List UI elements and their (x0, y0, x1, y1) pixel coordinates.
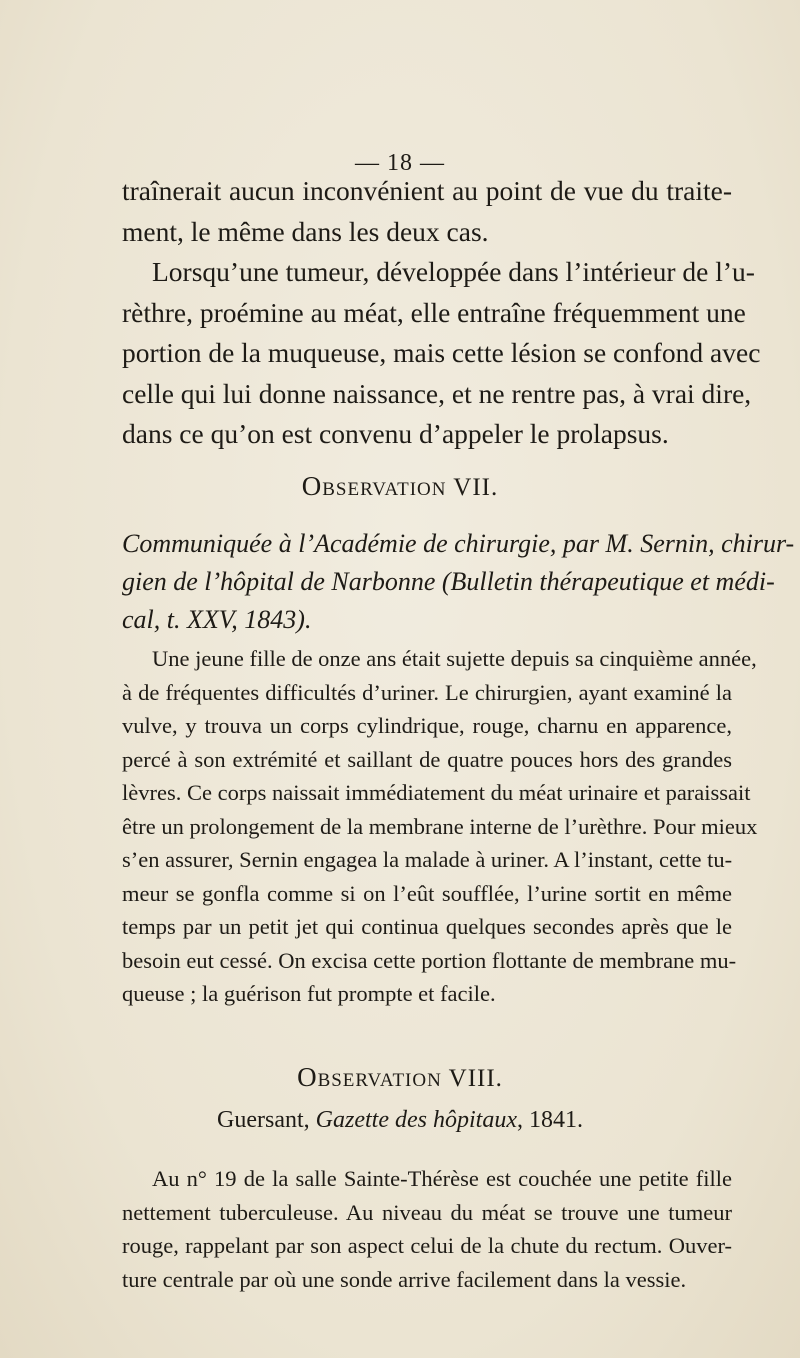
source-year: , 1841. (516, 1107, 583, 1133)
source-line: cal, t. XXV, 1843). (122, 605, 312, 634)
text-line: nettement tuberculeuse. Au niveau du méat se trouve une tumeur (122, 1199, 732, 1225)
text-line: ment, le même dans les deux cas. (122, 215, 489, 247)
text-line: traînerait aucun inconvénient au point de vue du traite- (122, 175, 732, 206)
text-line: rèthre, proémine au méat, elle entraîne fréquemment une (122, 296, 746, 328)
text-line: rouge, rappelant par son aspect celui de la chute du rectum. Ouver- (122, 1233, 732, 1258)
text-line: celle qui lui donne naissance, et ne rentre pas, à vrai dire, (122, 377, 752, 409)
observation-viii-heading: OBSERVATION VIII. (297, 1062, 503, 1092)
observation-viii-body (122, 1162, 732, 1296)
observation-vii-source (122, 525, 795, 639)
source-line: gien de l’hôpital de Narbonne (Bulletin thérapeutique et médi- (122, 567, 775, 596)
text-line: être un prolongement de la membrane interne de l’urèthre. Pour mieux (122, 813, 758, 839)
intro-text (122, 171, 761, 455)
text-line: temps par un petit jet qui continua quelques secondes après que le (122, 914, 732, 939)
source-author: Guersant, (217, 1107, 316, 1133)
text-line: s’en assurer, Sernin engagea la malade à uriner. A l’instant, cette tu- (122, 847, 733, 872)
text-line: Lorsqu’une tumeur, développée dans l’intérieur de l’u- (152, 256, 755, 287)
text-line: ture centrale par où une sonde arrive facilement dans la vessie. (122, 1266, 687, 1292)
observation-viii-source (0, 1107, 800, 1134)
text-line: lèvres. Ce corps naissait immédiatement du méat urinaire et paraissait (122, 780, 751, 805)
text-line: percé à son extrémité et saillant de quatre pouces hors des grandes (122, 746, 732, 772)
text-line: portion de la muqueuse, mais cette lésion se confond avec (122, 337, 761, 368)
text-line: à de fréquentes difficultés d’uriner. Le chirurgien, ayant examiné la (122, 679, 732, 705)
source-line: Communiquée à l’Académie de chirurgie, par M. Sernin, chirur- (122, 529, 795, 558)
text-line: besoin eut cessé. On excisa cette portion flottante de membrane mu- (122, 947, 737, 973)
text-line: vulve, y trouva un corps cylindrique, rouge, charnu en apparence, (122, 713, 732, 738)
observation-vii-heading: OBSERVATION VII. (301, 471, 499, 501)
observation-vii-body (122, 642, 758, 1011)
page-number: — 18 — (355, 150, 445, 176)
text-line: dans ce qu’on est convenu d’appeler le prolapsus. (122, 418, 669, 449)
source-journal: Gazette des hôpitaux (315, 1107, 517, 1133)
text-line: meur se gonfla comme si on l’eût soufflée, l’urine sortit en même (122, 880, 732, 906)
text-line: queuse ; la guérison fut prompte et facile. (122, 981, 496, 1006)
intro-paragraph (122, 171, 761, 455)
text-line: Au n° 19 de la salle Sainte-Thérèse est couchée une petite fille (152, 1166, 732, 1191)
text-line: Une jeune fille de onze ans était sujette depuis sa cinquième année, (152, 646, 757, 671)
